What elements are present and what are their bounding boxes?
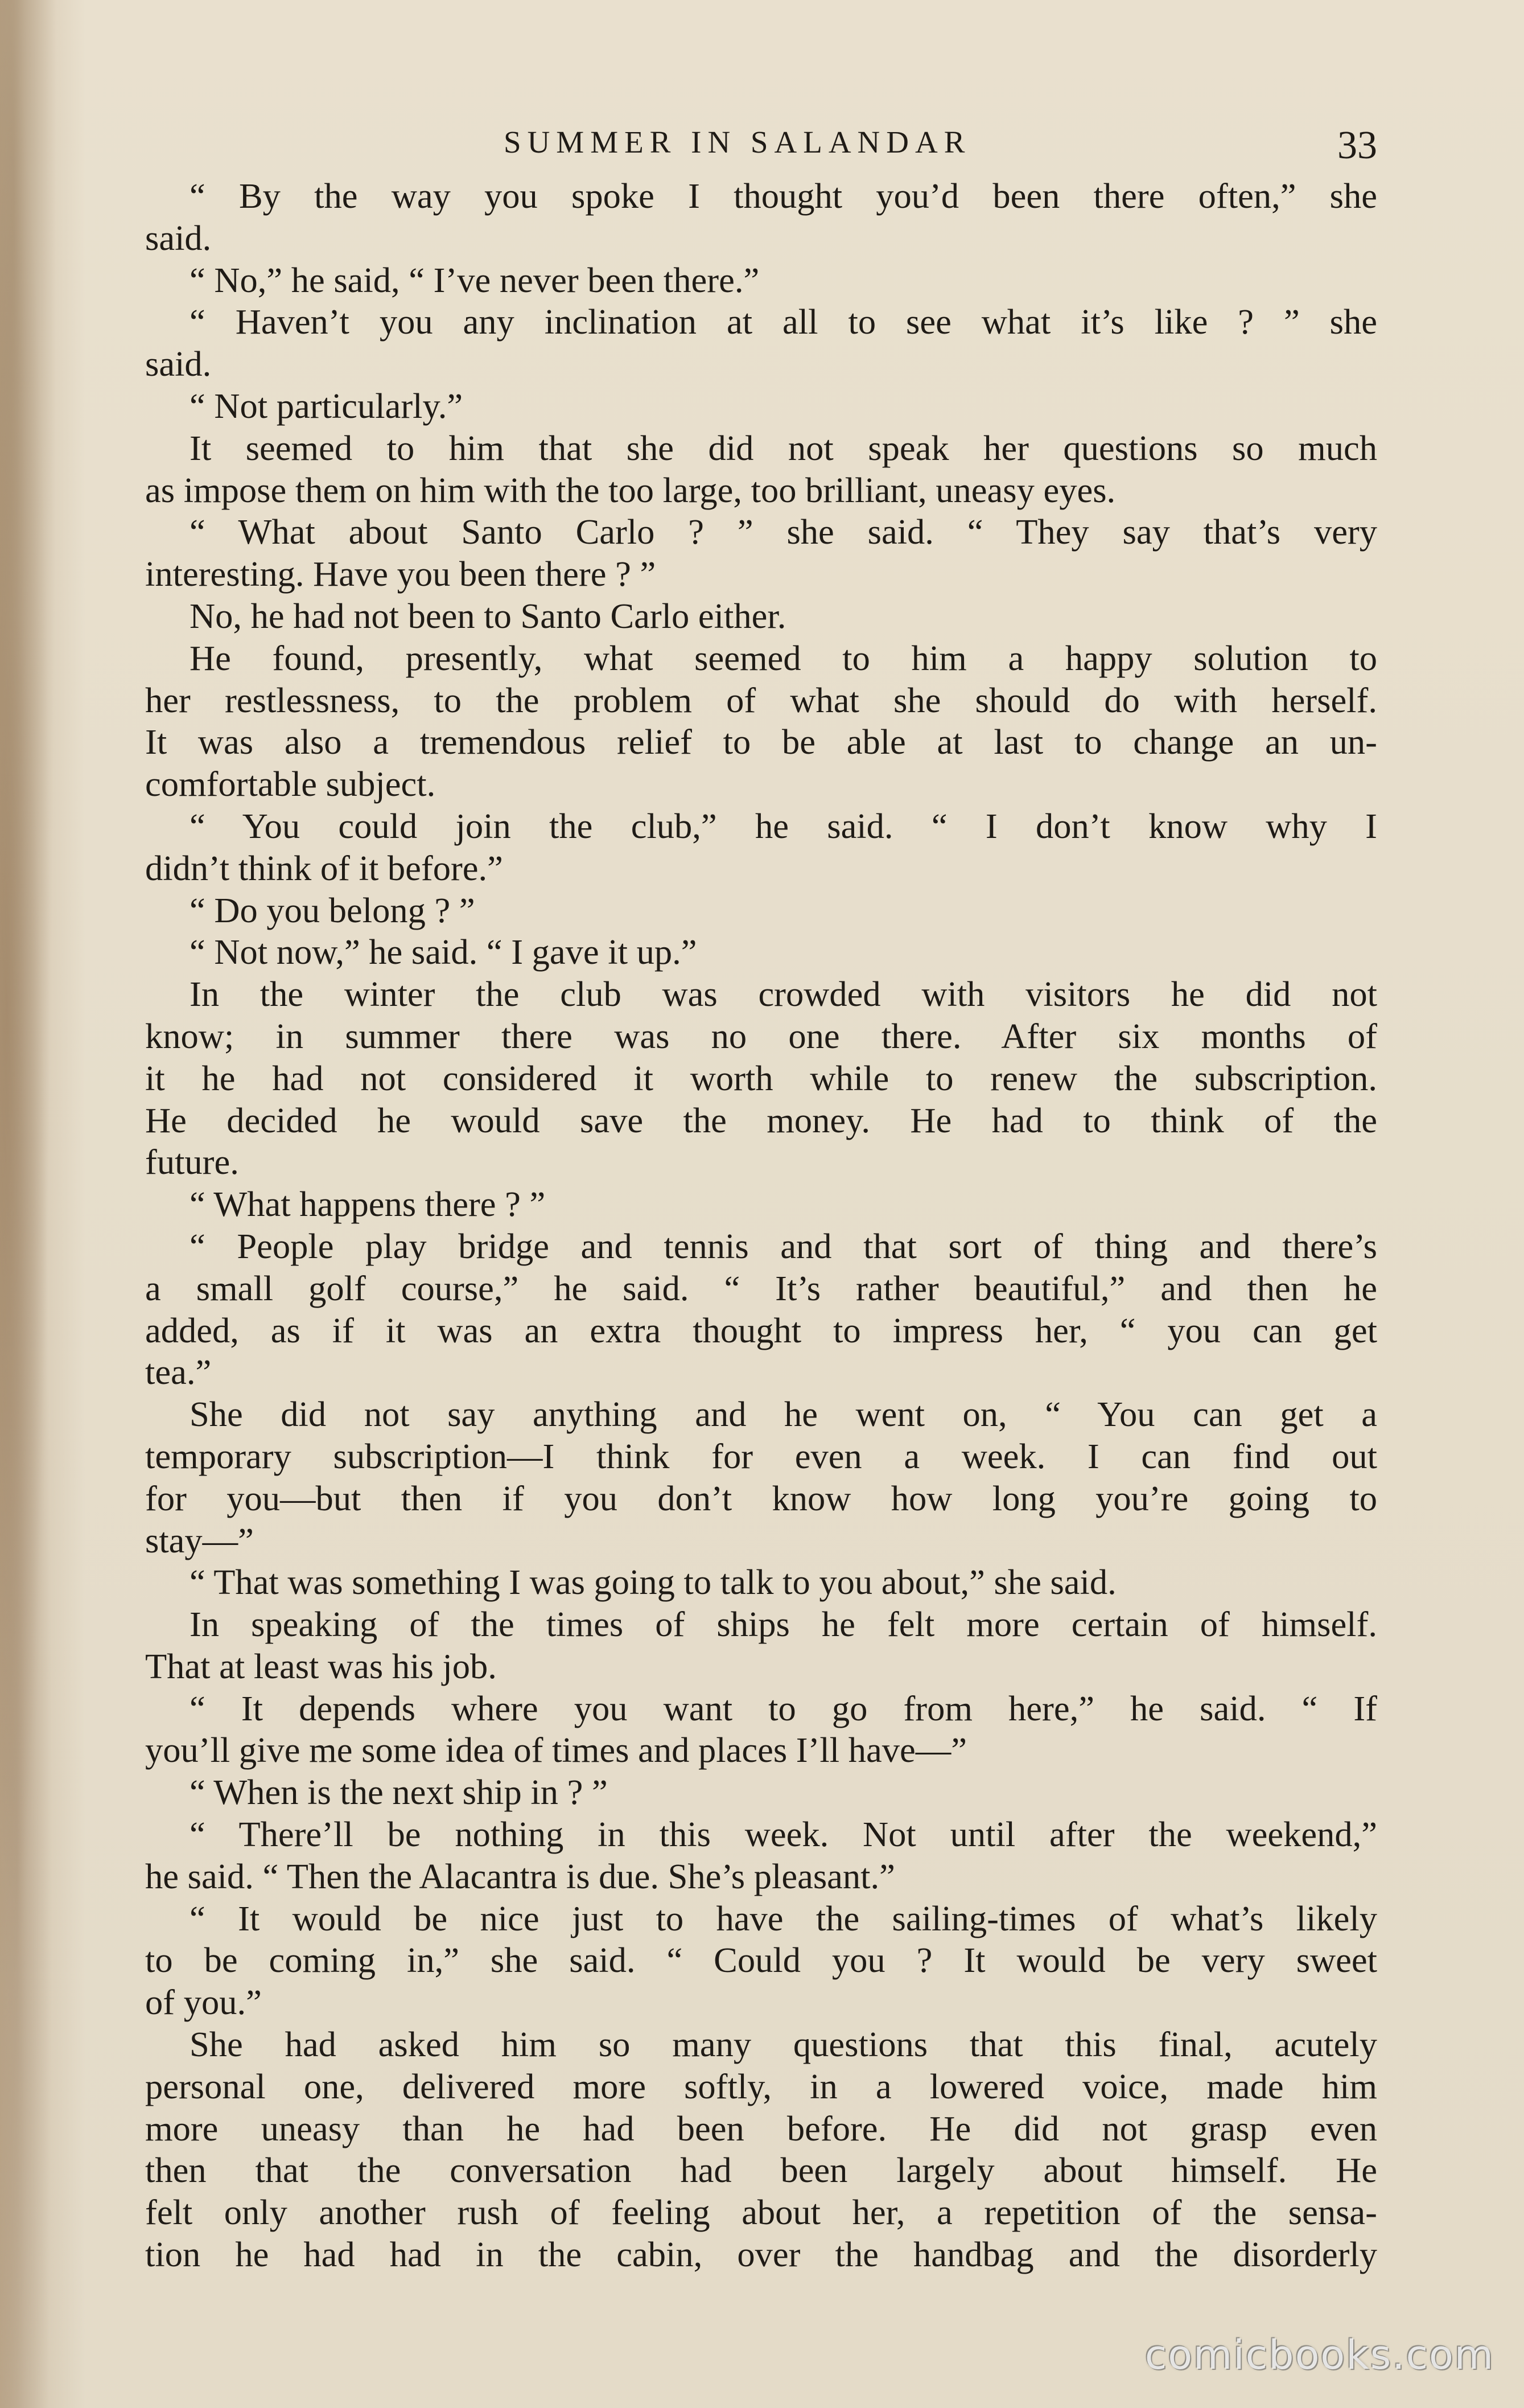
text-line: of you.” bbox=[145, 1982, 262, 2023]
text-line: personal one, delivered more softly, in a lowered voice, made him bbox=[145, 2066, 1377, 2106]
text-line: “ When is the next ship in ? ” bbox=[190, 1772, 608, 1813]
text-line: know; in summer there was no one there. After six months of bbox=[145, 1016, 1377, 1056]
text-line: “ That was something I was going to talk to you about,” she said. bbox=[190, 1562, 1117, 1602]
page-number: 33 bbox=[1337, 124, 1377, 167]
text-line: as impose them on him with the too large, too brilliant, uneasy eyes. bbox=[145, 470, 1116, 510]
text-line: added, as if it was an extra thought to impress her, “ you can get bbox=[145, 1310, 1377, 1350]
text-line: “ What about Santo Carlo ? ” she said. “ They say that’s very bbox=[190, 512, 1377, 552]
text-line: “ By the way you spoke I thought you’d been there often,” she bbox=[190, 176, 1377, 216]
running-head: SUMMER IN SALANDAR bbox=[504, 125, 971, 159]
text-line: future. bbox=[145, 1142, 239, 1182]
text-line: In speaking of the times of ships he felt more certain of himself. bbox=[190, 1604, 1377, 1645]
text-line: “ There’ll be nothing in this week. Not until after the weekend,” bbox=[190, 1814, 1377, 1855]
page-stain bbox=[0, 0, 68, 2408]
text-line: then that the conversation had been largely about himself. He bbox=[145, 2150, 1377, 2191]
text-line: felt only another rush of feeling about her, a repetition of the sensa- bbox=[145, 2192, 1377, 2233]
text-line: said. bbox=[145, 344, 212, 384]
text-line: She did not say anything and he went on, “ You can get a bbox=[190, 1394, 1377, 1435]
text-line: “ Haven’t you any inclination at all to see what it’s like ? ” she bbox=[190, 302, 1377, 342]
text-line: said. bbox=[145, 217, 212, 258]
text-line: interesting. Have you been there ? ” bbox=[145, 554, 656, 594]
watermark: comicbooks.com bbox=[1144, 2332, 1494, 2378]
text-line: “ You could join the club,” he said. “ I don’t know why I bbox=[190, 806, 1377, 846]
text-line: tea.” bbox=[145, 1352, 212, 1392]
text-line: “ It depends where you want to go from here,” he said. “ If bbox=[190, 1688, 1377, 1728]
text-line: “ Do you belong ? ” bbox=[190, 890, 475, 930]
text-line: “ It would be nice just to have the sailing-times of what’s likely bbox=[190, 1898, 1377, 1938]
text-line: In the winter the club was crowded with visitors he did not bbox=[190, 974, 1377, 1014]
text-line: “ Not now,” he said. “ I gave it up.” bbox=[190, 932, 697, 972]
text-line: “ What happens there ? ” bbox=[190, 1184, 546, 1224]
page-header bbox=[145, 120, 1377, 165]
text-line: No, he had not been to Santo Carlo either. bbox=[190, 595, 786, 636]
text-line: “ No,” he said, “ I’ve never been there.” bbox=[190, 260, 760, 300]
body-text bbox=[145, 175, 1377, 2276]
text-line: more uneasy than he had been before. He did not grasp even bbox=[145, 2108, 1377, 2148]
text-line: to be coming in,” she said. “ Could you ? It would be very sweet bbox=[145, 1940, 1377, 1980]
text-line: That at least was his job. bbox=[145, 1646, 497, 1686]
text-line: it he had not considered it worth while to renew the subscription. bbox=[145, 1058, 1377, 1098]
text-line: She had asked him so many questions that this final, acutely bbox=[190, 2024, 1377, 2065]
text-line: It was also a tremendous relief to be able at last to change an un- bbox=[145, 722, 1377, 762]
text-line: temporary subscription—I think for even a week. I can find out bbox=[145, 1436, 1377, 1476]
text-line: for you—but then if you don’t know how long you’re going to bbox=[145, 1478, 1377, 1518]
text-line: tion he had had in the cabin, over the handbag and the disorderly bbox=[145, 2234, 1377, 2275]
text-line: her restlessness, to the problem of what she should do with herself. bbox=[145, 680, 1377, 720]
text-line: He decided he would save the money. He had to think of the bbox=[145, 1100, 1377, 1140]
text-line: a small golf course,” he said. “ It’s rather beautiful,” and then he bbox=[145, 1268, 1377, 1308]
text-line: stay—” bbox=[145, 1520, 254, 1560]
text-line: He found, presently, what seemed to him a happy solution to bbox=[190, 638, 1377, 678]
text-line: comfortable subject. bbox=[145, 764, 436, 804]
text-line: “ People play bridge and tennis and that sort of thing and there’s bbox=[190, 1226, 1377, 1266]
text-line: It seemed to him that she did not speak her questions so much bbox=[190, 428, 1377, 468]
text-line: he said. “ Then the Alacantra is due. She’s pleasant.” bbox=[145, 1856, 895, 1896]
text-line: you’ll give me some idea of times and places I’ll have—” bbox=[145, 1730, 967, 1770]
text-line: “ Not particularly.” bbox=[190, 385, 463, 426]
text-line: didn’t think of it before.” bbox=[145, 848, 503, 888]
